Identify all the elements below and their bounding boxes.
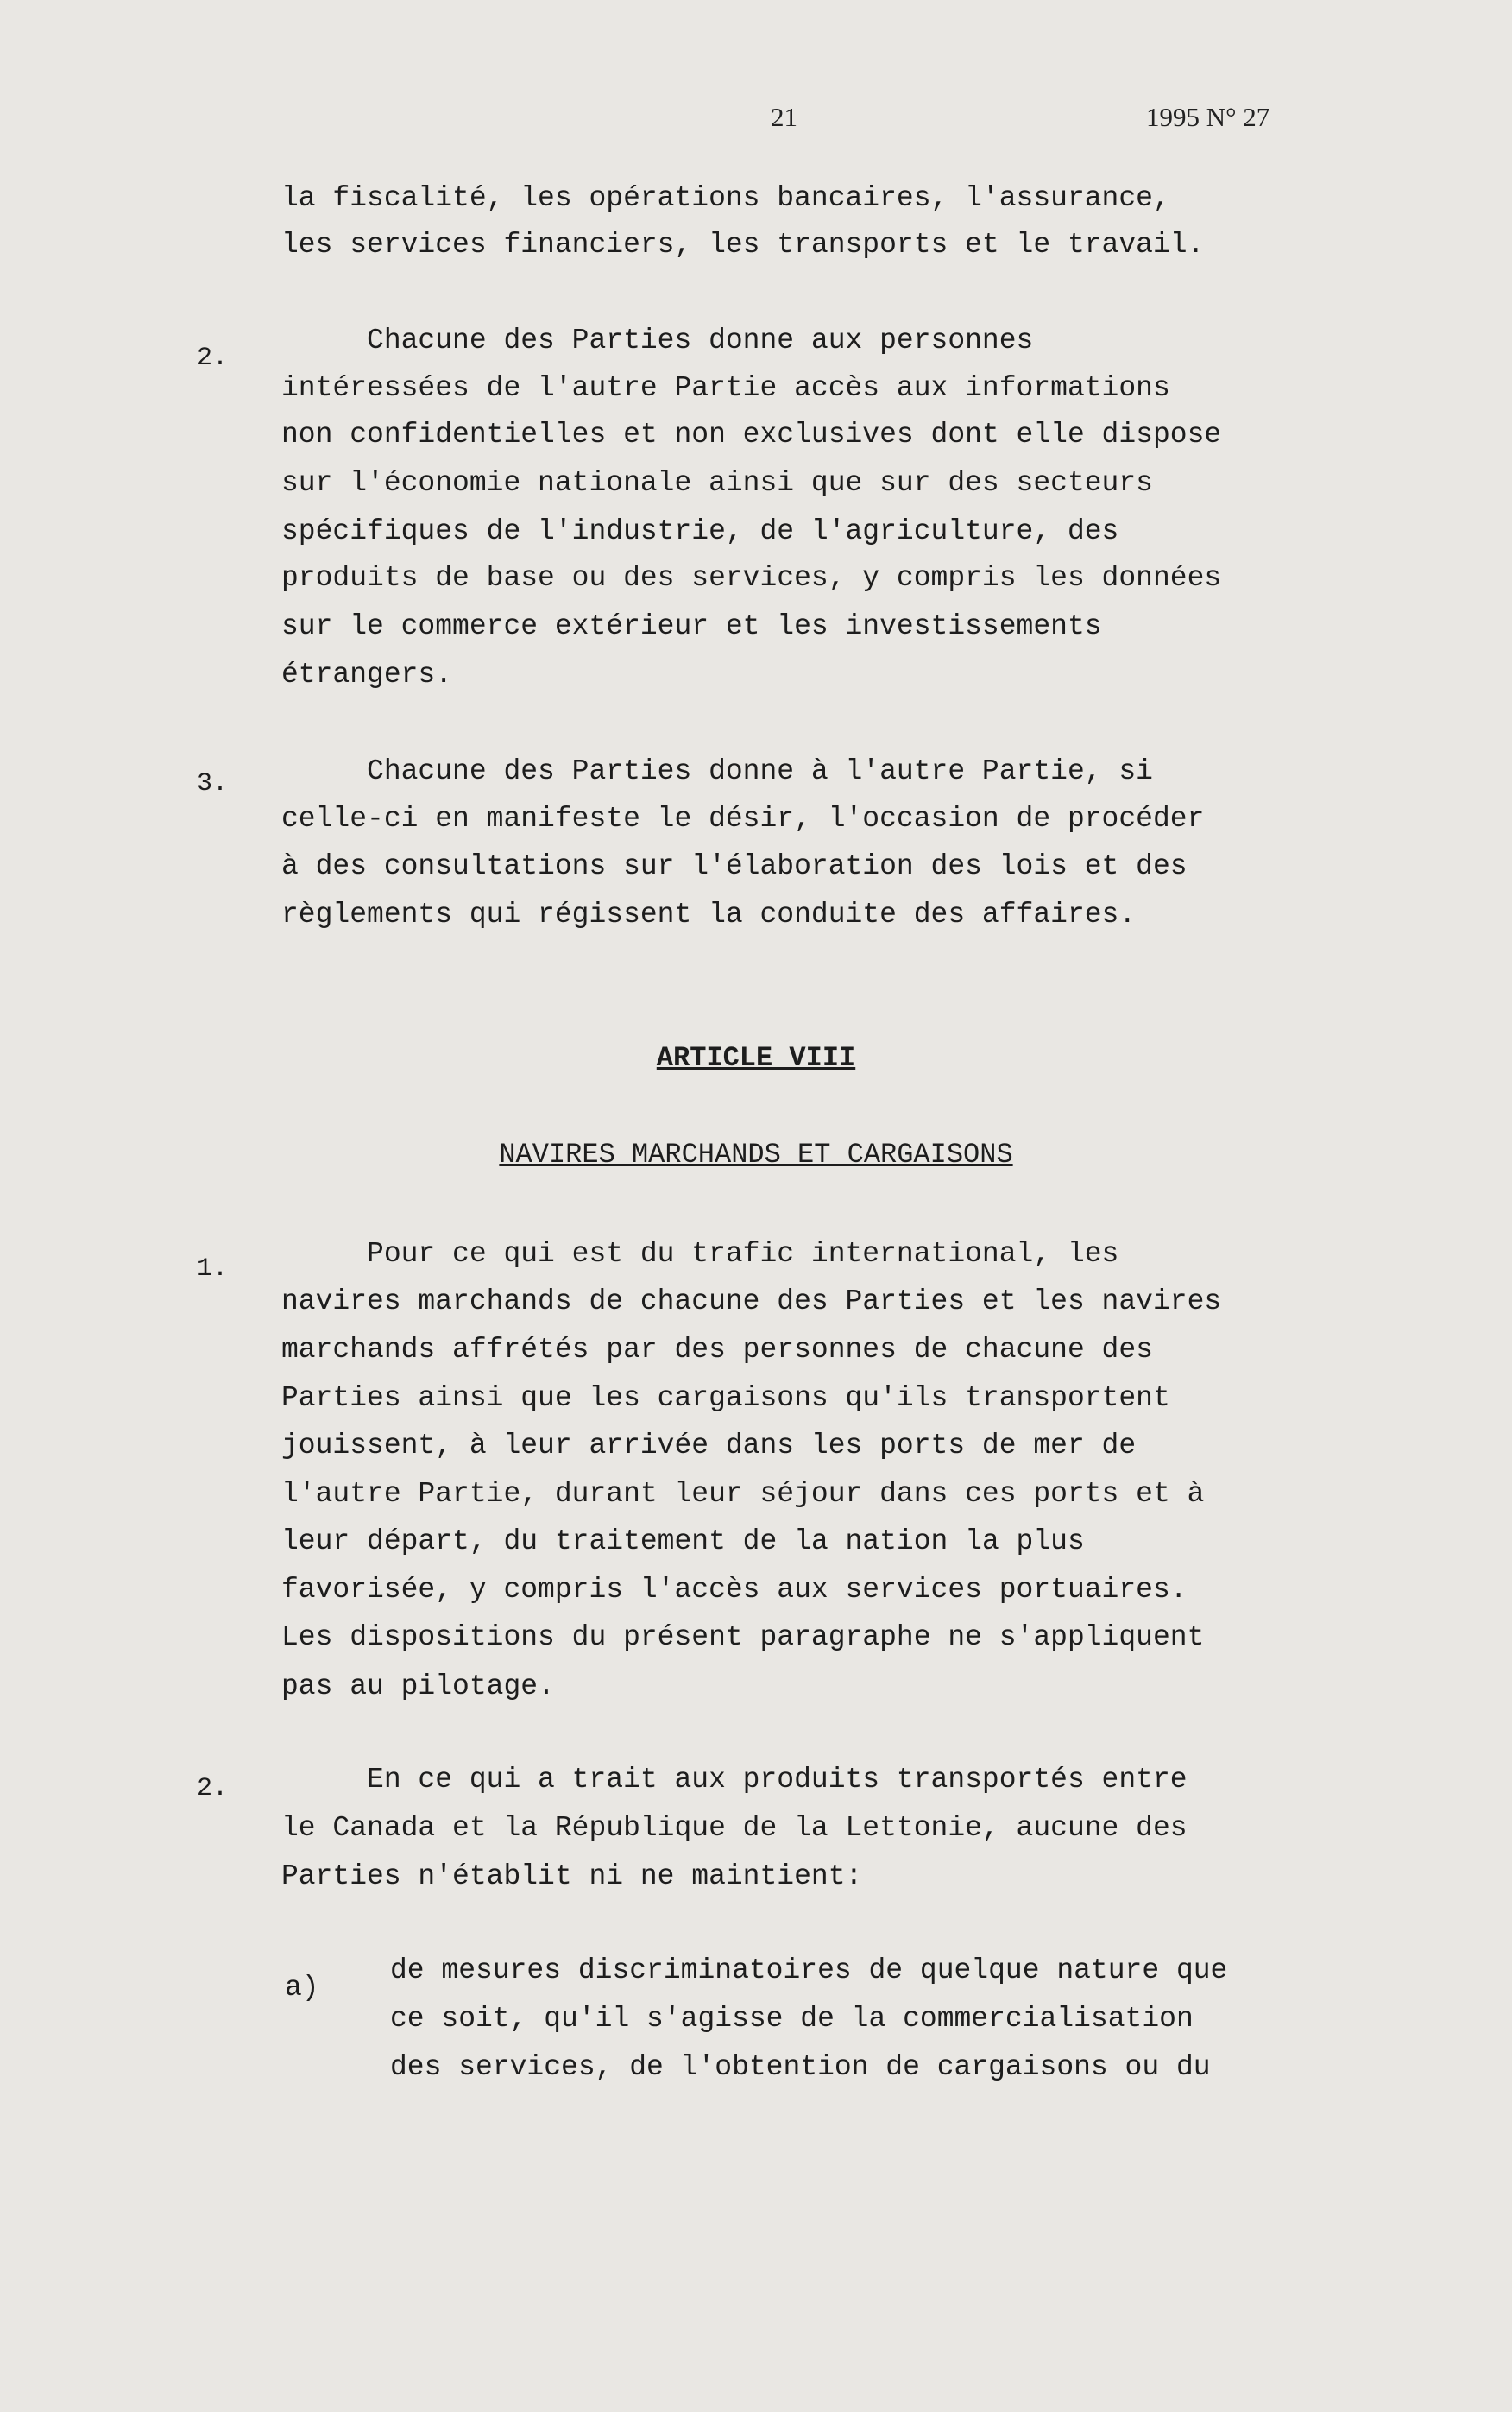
text-line: produits de base ou des services, y compris les données <box>281 562 1222 594</box>
text-line: l'autre Partie, durant leur séjour dans ces ports et à <box>281 1478 1205 1510</box>
paragraph-number: 1. <box>197 1254 229 1284</box>
paragraph-number: 2. <box>197 344 229 373</box>
text-line: favorisée, y compris l'accès aux services portuaires. <box>281 1574 1188 1606</box>
text-line: les services financiers, les transports et le travail. <box>281 229 1205 261</box>
article-heading: ARTICLE VIII <box>656 1042 856 1074</box>
text-line: Chacune des Parties donne à l'autre Partie, si <box>281 755 1153 787</box>
text-line: non confidentielles et non exclusives dont elle dispose <box>281 419 1222 451</box>
text-line: Chacune des Parties donne aux personnes <box>281 325 1034 357</box>
page-number: 21 <box>771 102 797 132</box>
text-line: marchands affrétés par des personnes de chacune des <box>281 1334 1153 1366</box>
text-line: pas au pilotage. <box>281 1670 555 1702</box>
journal-year-number: 1995 N° 27 <box>1146 102 1270 132</box>
text-line: règlements qui régissent la conduite des affaires. <box>281 899 1137 931</box>
text-line: de mesures discriminatoires de quelque nature que <box>390 1954 1228 1986</box>
text-line: la fiscalité, les opérations bancaires, l'assurance, <box>281 182 1170 214</box>
text-line: celle-ci en manifeste le désir, l'occasion de procéder <box>281 803 1205 835</box>
text-line: le Canada et la République de la Lettonie, aucune des <box>281 1812 1188 1844</box>
paragraph-number: 2. <box>197 1774 229 1803</box>
list-item-label: a) <box>285 1972 319 2004</box>
text-line: à des consultations sur l'élaboration des lois et des <box>281 850 1188 882</box>
text-line: étrangers. <box>281 659 453 691</box>
text-line: sur le commerce extérieur et les investissements <box>281 610 1102 642</box>
text-line: Parties ainsi que les cargaisons qu'ils transportent <box>281 1382 1170 1414</box>
article-subtitle: NAVIRES MARCHANDS ET CARGAISONS <box>499 1139 1013 1171</box>
text-line: leur départ, du traitement de la nation la plus <box>281 1525 1085 1557</box>
text-line: En ce qui a trait aux produits transportés entre <box>281 1764 1188 1796</box>
text-line: jouissent, à leur arrivée dans les ports de mer de <box>281 1430 1137 1462</box>
text-line: des services, de l'obtention de cargaisons ou du <box>390 2051 1211 2083</box>
text-line: Pour ce qui est du trafic international, les <box>281 1238 1119 1270</box>
text-line: sur l'économie nationale ainsi que sur des secteurs <box>281 467 1153 499</box>
text-line: Les dispositions du présent paragraphe ne s'appliquent <box>281 1621 1205 1653</box>
text-line: spécifiques de l'industrie, de l'agriculture, des <box>281 515 1119 547</box>
text-line: navires marchands de chacune des Parties et les navires <box>281 1285 1222 1317</box>
text-line: intéressées de l'autre Partie accès aux informations <box>281 372 1170 404</box>
text-line: ce soit, qu'il s'agisse de la commercialisation <box>390 2003 1194 2035</box>
paragraph-number: 3. <box>197 769 229 799</box>
text-line: Parties n'établit ni ne maintient: <box>281 1860 863 1892</box>
